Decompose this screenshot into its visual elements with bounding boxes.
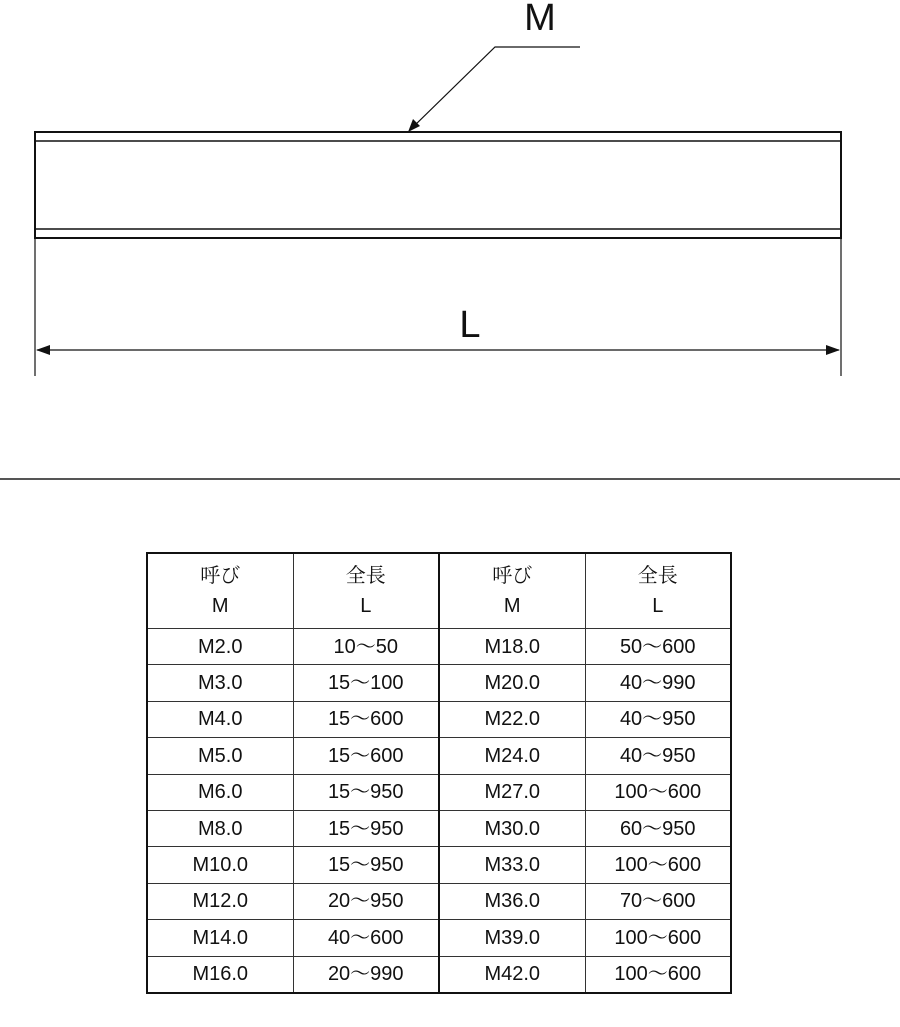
table-row — [147, 738, 731, 774]
length-range-cell: 40～950 — [585, 701, 731, 737]
length-range-cell: 15～950 — [293, 810, 439, 846]
nominal-size-cell: M36.0 — [439, 883, 585, 919]
header-text: M — [211, 595, 229, 617]
dimension-arrow-right — [826, 345, 840, 355]
nominal-size-cell: M10.0 — [147, 847, 293, 883]
length-range-cell: 100～600 — [585, 956, 731, 993]
header-text: L — [652, 595, 664, 617]
nominal-size-cell: M42.0 — [439, 956, 585, 993]
table-row — [147, 956, 731, 993]
table-row — [147, 883, 731, 919]
nominal-size-cell: M2.0 — [147, 629, 293, 665]
header-total-length — [585, 553, 731, 629]
m-label: M — [524, 0, 556, 39]
length-range-cell: 20～950 — [293, 883, 439, 919]
nominal-size-cell: M24.0 — [439, 738, 585, 774]
header-text: 呼び — [200, 565, 241, 587]
table-row — [147, 629, 731, 665]
nominal-size-cell: M6.0 — [147, 774, 293, 810]
section-divider — [0, 478, 900, 480]
nominal-size-cell: M22.0 — [439, 701, 585, 737]
nominal-size-cell: M3.0 — [147, 665, 293, 701]
header-nominal-size — [439, 553, 585, 629]
length-range-cell: 50～600 — [585, 629, 731, 665]
length-range-cell: 10～50 — [293, 629, 439, 665]
table-row — [147, 701, 731, 737]
nominal-size-cell: M20.0 — [439, 665, 585, 701]
header-nominal-size — [147, 553, 293, 629]
nominal-size-cell: M16.0 — [147, 956, 293, 993]
header-total-length — [293, 553, 439, 629]
length-range-cell: 100～600 — [585, 847, 731, 883]
nominal-size-cell: M27.0 — [439, 774, 585, 810]
length-range-cell: 15～600 — [293, 738, 439, 774]
m-leader-line — [412, 47, 580, 128]
table-row — [147, 665, 731, 701]
length-range-cell: 40～600 — [293, 920, 439, 956]
dimension-arrow-left — [36, 345, 50, 355]
nominal-size-cell: M30.0 — [439, 810, 585, 846]
table-row — [147, 774, 731, 810]
length-range-cell: 15～950 — [293, 774, 439, 810]
rod-body — [35, 132, 841, 238]
header-text: 呼び — [492, 565, 533, 587]
l-label: L — [459, 304, 481, 346]
m-leader-arrowhead — [408, 119, 420, 132]
length-range-cell: 40～950 — [585, 738, 731, 774]
header-text: 全長 — [345, 565, 386, 587]
length-range-cell: 100～600 — [585, 920, 731, 956]
length-range-cell: 20～990 — [293, 956, 439, 993]
length-range-cell: 100～600 — [585, 774, 731, 810]
length-range-cell: 40～990 — [585, 665, 731, 701]
table-row — [147, 920, 731, 956]
size-table — [146, 552, 732, 994]
nominal-size-cell: M33.0 — [439, 847, 585, 883]
table-row — [147, 810, 731, 846]
table-header-row — [147, 553, 731, 629]
header-text: M — [503, 595, 521, 617]
nominal-size-cell: M39.0 — [439, 920, 585, 956]
nominal-size-cell: M4.0 — [147, 701, 293, 737]
nominal-size-cell: M14.0 — [147, 920, 293, 956]
stud-bolt-drawing — [0, 0, 900, 480]
length-range-cell: 15～950 — [293, 847, 439, 883]
header-text: L — [360, 595, 372, 617]
table-row — [147, 847, 731, 883]
length-range-cell: 15～100 — [293, 665, 439, 701]
length-range-cell: 70～600 — [585, 883, 731, 919]
nominal-size-cell: M18.0 — [439, 629, 585, 665]
nominal-size-cell: M8.0 — [147, 810, 293, 846]
header-text: 全長 — [637, 565, 678, 587]
length-range-cell: 60～950 — [585, 810, 731, 846]
length-range-cell: 15～600 — [293, 701, 439, 737]
nominal-size-cell: M12.0 — [147, 883, 293, 919]
nominal-size-cell: M5.0 — [147, 738, 293, 774]
